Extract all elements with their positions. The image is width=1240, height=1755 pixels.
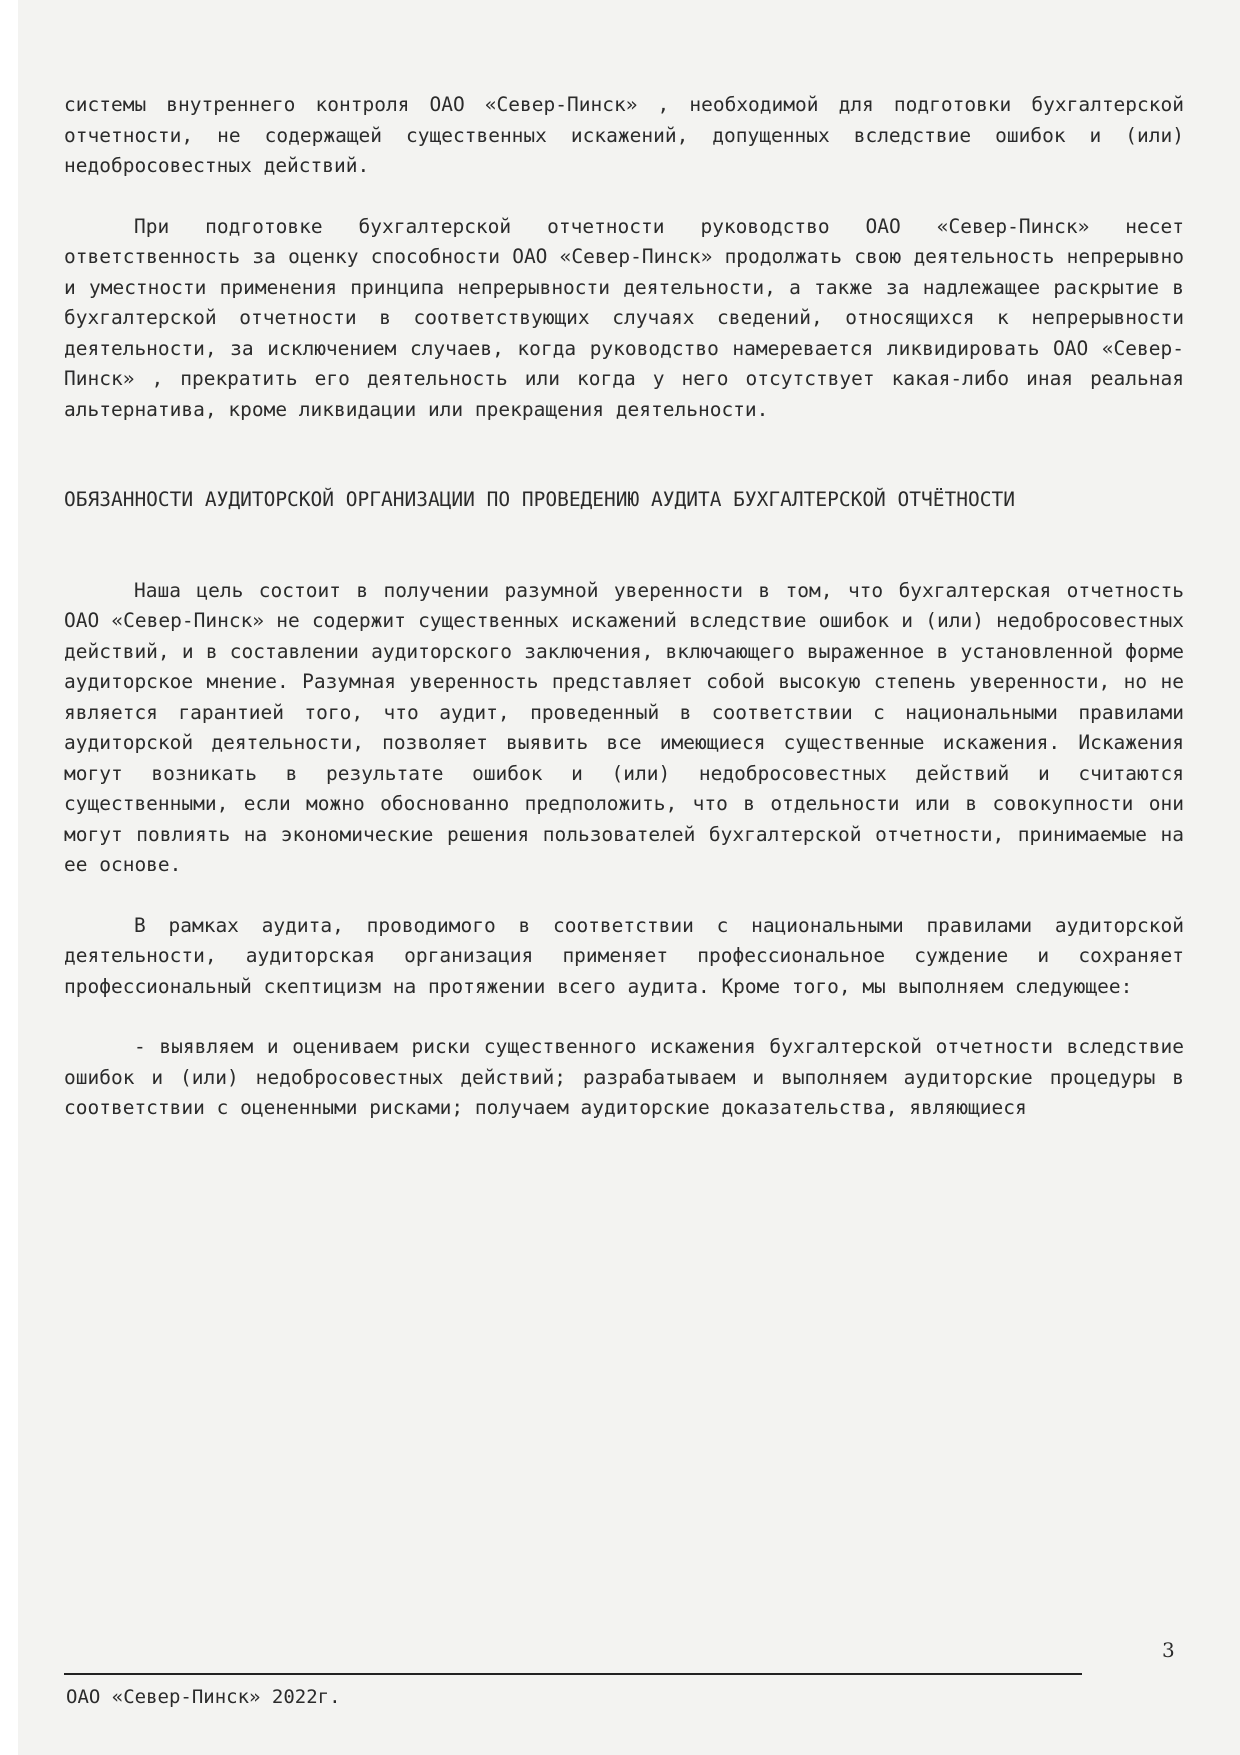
paragraph-gap <box>64 516 1184 576</box>
paragraph-gap <box>64 425 1184 485</box>
paragraph-risk-assessment: - выявляем и оцениваем риски существенного искажения бухгалтерской отчетности вследствие ошибок и (или) недобросовестных действий; разрабатываем и выполняем аудиторские процедуры в соответствии с оцененными рисками; получаем аудиторские доказательства, являющиеся <box>64 1035 1184 1119</box>
paragraph-gap <box>64 881 1184 911</box>
page-number: 3 <box>1162 1638 1175 1662</box>
paragraph-internal-control: системы внутреннего контроля ОАО «Север-Пинск» , необходимой для подготовки бухгалтерской отчетности, не содержащей существенных искажений, допущенных вследствие ошибок и (или) недобросовестных действий. <box>64 93 1184 177</box>
section-heading: ОБЯЗАННОСТИ АУДИТОРСКОЙ ОРГАНИЗАЦИИ ПО ПРОВЕДЕНИЮ АУДИТА БУХГАЛТЕРСКОЙ ОТЧЁТНОСТИ <box>64 488 1015 511</box>
paragraph-gap <box>64 182 1184 212</box>
paragraph-audit-objective: Наша цель состоит в получении разумной уверенности в том, что бухгалтерская отчетность ОАО «Север-Пинск» не содержит существенных искажений вследствие ошибок и (или) недобросовестных действий, и в составлении аудиторского заключения, включающего выраженное в установленной форме аудиторское мнение. Разумная уверенность представляет собой высокую степень уверенности, но не является гарантией того, что аудит, проведенный в соответствии с национальными правилами аудиторской деятельности, позволяет выявить все имеющиеся существенные искажения. Искажения могут возникать в результате ошибок и (или) недобросовестных действий и считаются существенными, если можно обоснованно предположить, что в отдельности или в совокупности они могут повлиять на экономические решения пользователей бухгалтерской отчетности, принимаемые на ее основе. <box>64 578 1184 876</box>
paragraph-gap <box>64 1002 1184 1032</box>
footer-divider <box>64 1673 1082 1675</box>
paragraph-management-responsibility: При подготовке бухгалтерской отчетности руководство ОАО «Север-Пинск» несет ответственность за оценку способности ОАО «Север-Пинск» продолжать свою деятельность непрерывно и уместности применения принципа непрерывности деятельности, а также за надлежащее раскрытие в бухгалтерской отчетности в соответствующих случаях сведений, относящихся к непрерывности деятельности, за исключением случаев, когда руководство намеревается ликвидировать ОАО «Север-Пинск» , прекратить его деятельность или когда у него отсутствует какая-либо иная реальная альтернатива, кроме ликвидации или прекращения деятельности. <box>64 214 1184 421</box>
document-body <box>64 90 1184 1124</box>
footer-text: ОАО «Север-Пинск» 2022г. <box>66 1686 341 1708</box>
paragraph-professional-judgement: В рамках аудита, проводимого в соответствии с национальными правилами аудиторской деятельности, аудиторская организация применяет профессиональное суждение и сохраняет профессиональный скептицизм на протяжении всего аудита. Кроме того, мы выполняем следующее: <box>64 913 1184 998</box>
